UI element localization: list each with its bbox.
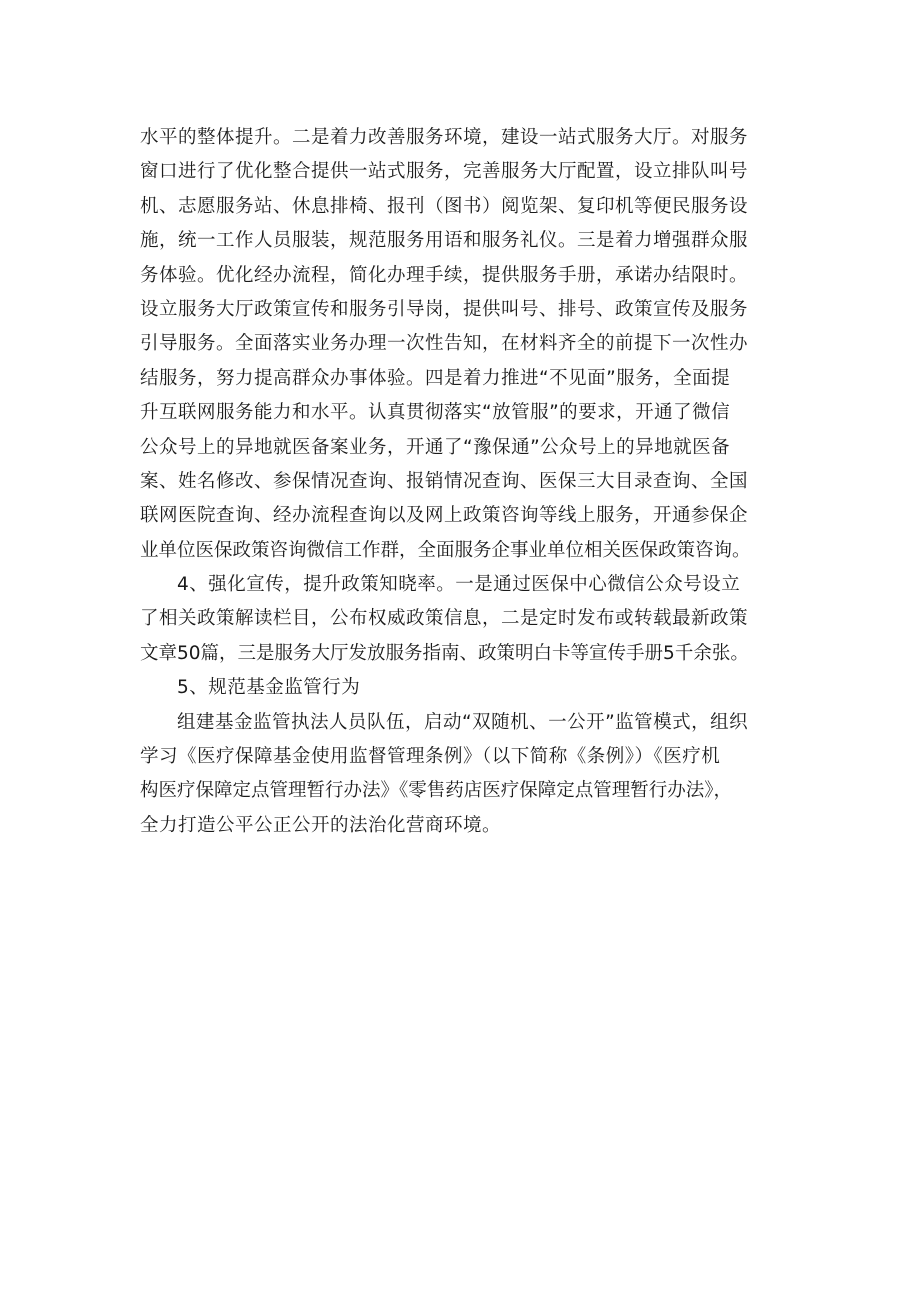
text-line: 公众号上的异地就医备案业务，开通了“豫保通”公众号上的异地就医备 [140,436,731,458]
text-line: 水平的整体提升。二是着力改善服务环境，建设一站式服务大厅。对服务 [140,127,749,148]
text-line: 构医疗保障定点管理暂行办法》《零售药店医疗保障定点管理暂行办法》， [140,780,733,802]
text-line: 文章50篇，三是服务大厅发放服务指南、政策明白卡等宣传手册5千余张。 [140,642,749,664]
text-line: 结服务，努力提高群众办事体验。四是着力推进“不见面”服务，全面提 [140,367,731,389]
text-line: 窗口进行了优化整合提供一站式服务，完善服务大厅配置，设立排队叫号 [140,161,749,183]
text-line: 机、志愿服务站、休息排椅、报刊（图书）阅览架、复印机等便民服务设 [140,195,749,217]
text-line: 联网医院查询、经办流程查询以及网上政策咨询等线上服务，开通参保企 [140,505,749,527]
text-line: 了相关政策解读栏目，公布权威政策信息，二是定时发布或转载最新政策 [140,608,749,630]
text-line: 升互联网服务能力和水平。认真贯彻落实“放管服”的要求，开通了微信 [140,402,731,424]
text-line: 案、姓名修改、参保情况查询、报销情况查询、医保三大目录查询、全国 [140,470,749,492]
body-text [140,121,795,843]
text-line: 引导服务。全面落实业务办理一次性告知，在材料齐全的前提下一次性办 [140,333,749,355]
text-line: 组建基金监管执法人员队伍，启动“双随机、一公开”监管模式，组织 [177,711,749,733]
text-line: 全力打造公平公正公开的法治化营商环境。 [140,814,502,836]
text-line: 业单位医保政策咨询微信工作群，全面服务企事业单位相关医保政策咨询。 [140,539,751,561]
text-line: 设立服务大厅政策宣传和服务引导岗，提供叫号、排号、政策宣传及服务 [140,298,749,320]
text-line: 务体验。优化经办流程，简化办理手续，提供服务手册，承诺办结限时。 [140,264,749,286]
section-4-heading-line: 4、强化宣传，提升政策知晓率。一是通过医保中心微信公众号设立 [177,574,741,596]
text-line: 施，统一工作人员服装，规范服务用语和服务礼仪。三是着力增强群众服 [140,230,749,252]
section-5-heading: 5、规范基金监管行为 [177,677,361,699]
text-line: 学习《医疗保障基金使用监督管理条例》（以下简称《条例》）《医疗机 [140,746,721,768]
